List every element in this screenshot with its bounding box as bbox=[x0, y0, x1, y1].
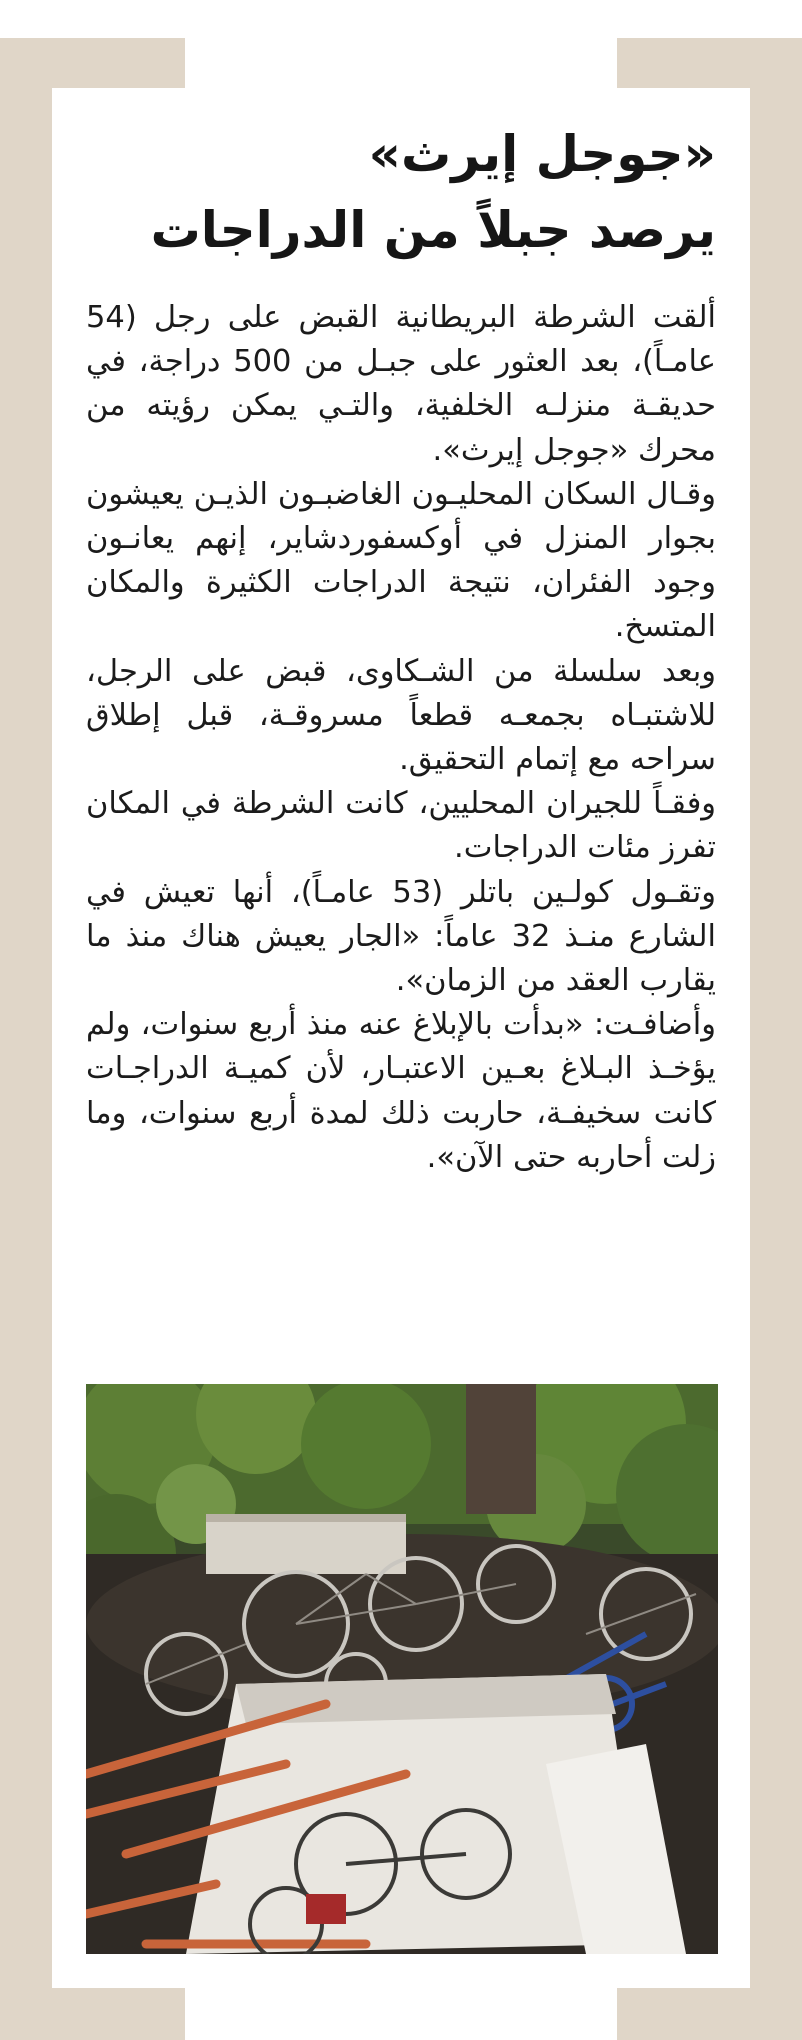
paragraph-3: وبعد سلسلة من الشـكاوى، قبض على الرجل، للاشتبـاه بجمعـه قطعاً مسروقـة، قبل إطلاق سراحه مع إتمام التحقيق. bbox=[86, 653, 716, 778]
frame-top-left bbox=[0, 38, 185, 88]
article-body bbox=[86, 296, 716, 1180]
paragraph-1: ألقت الشرطة البريطانية القبض على رجل (54 عامـاً)، بعد العثور على جبـل من 500 دراجة، في حديقـة منزلـه الخلفية، والتـي يمكن رؤيته من محرك «جوجل إيرث». bbox=[86, 300, 716, 468]
bicycle-pile-photo bbox=[86, 1384, 718, 1954]
paragraph-6: وأضافـت: «بدأت بالإبلاغ عنه منذ أربع سنوات، ولم يؤخـذ البـلاغ بعـين الاعتبـار، لأن كميـة الدراجـات كانت سخيفـة، حاربت ذلك لمدة أربع سنوات، وما زلت أحاربه حتى الآن». bbox=[86, 1007, 716, 1175]
frame-right bbox=[750, 38, 802, 2040]
headline-line-2: يرصد جبلاً من الدراجات bbox=[150, 201, 716, 259]
article-panel bbox=[52, 88, 750, 1988]
headline-line-1: «جوجل إيرث» bbox=[368, 125, 716, 183]
paragraph-4: وفقـاً للجيران المحليين، كانت الشرطة في المكان تفرز مئات الدراجات. bbox=[86, 786, 716, 866]
bicycle-pile-illustration bbox=[86, 1384, 718, 1954]
frame-top-right bbox=[617, 38, 802, 88]
frame-left bbox=[0, 38, 52, 2040]
paragraph-2: وقـال السكان المحليـون الغاضبـون الذيـن يعيشون بجوار المنزل في أوكسفوردشاير، إنهم يعانـون وجود الفئران، نتيجة الدراجات الكثيرة والمكان المتسخ. bbox=[86, 476, 716, 645]
frame-bottom-left bbox=[0, 1988, 185, 2040]
frame-bottom-right bbox=[617, 1988, 802, 2040]
headline bbox=[76, 116, 716, 268]
paragraph-5: وتقـول كولـين باتلر (53 عامـاً)، أنها تعيش في الشارع منـذ 32 عاماً: «الجار يعيش هناك منذ ما يقارب العقد من الزمان». bbox=[86, 874, 717, 999]
